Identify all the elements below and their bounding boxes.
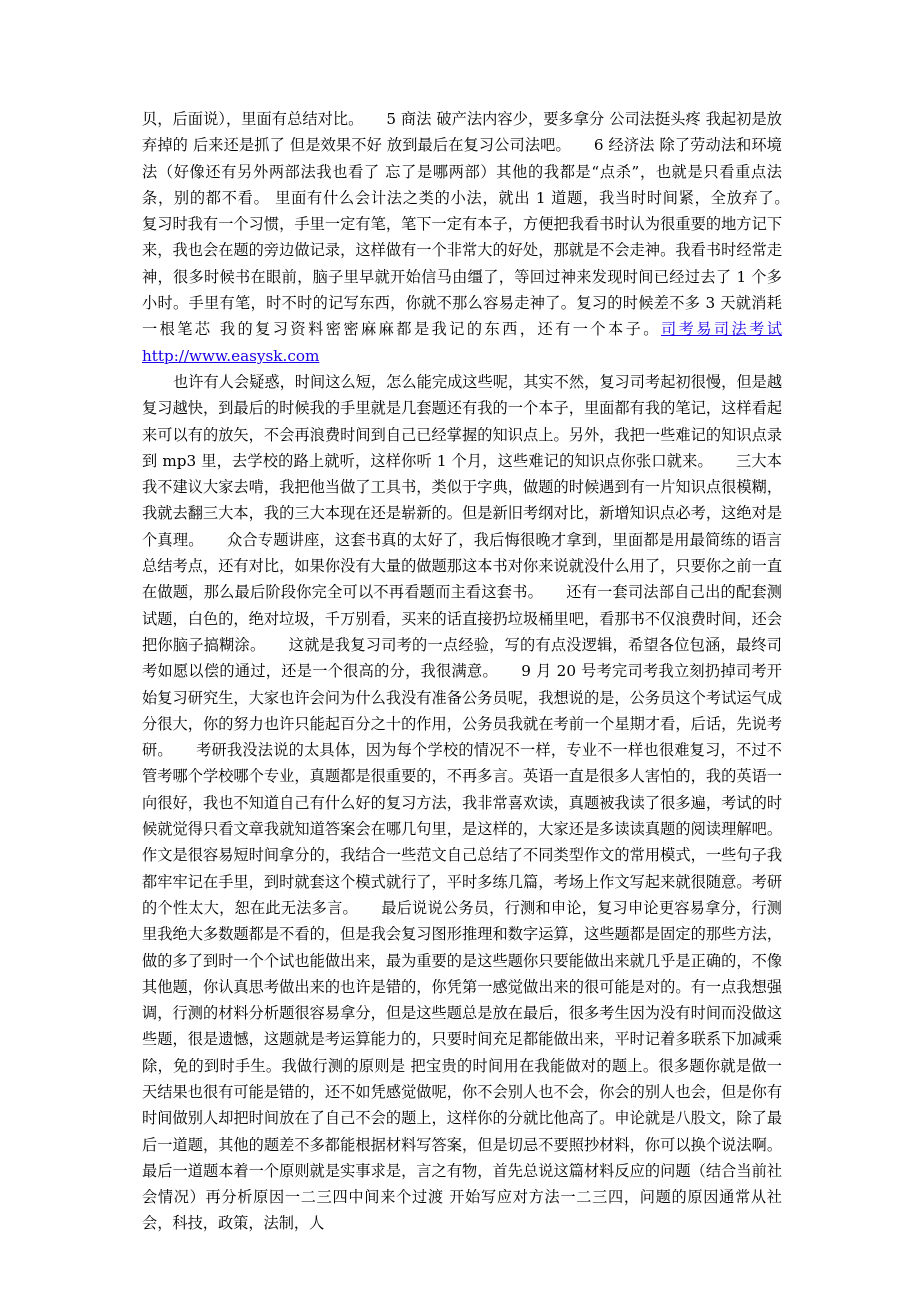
paragraph-2: 也许有人会疑惑，时间这么短，怎么能完成这些呢，其实不然，复习司考起初很慢，但是越复习越快，到最后的时候我的手里就是几套题还有我的一个本子，里面都有我的笔记，这样看起来可以有的放矢，不会再浪费时间到自己已经掌握的知识点上。另外，我把一些难记的知识点录到 mp3 里，去学校的路上就听，这样你听 1 个月，这些难记的知识点你张口就来。 三大本我不建议大家去啃，我把他当做了工具书，类似于字典，做题的时候遇到有一片知识点很模糊，我就去翻三大本，我的三大本现在还是崭新的。但是新旧考纲对比，新增知识点必考，这绝对是个真理。 众合专题讲座，这套书真的太好了，我后悔很晚才拿到，里面都是用最简练的语言总结考点，还有对比，如果你没有大量的做题那这本书对你来说就没什么用了，只要你之前一直在做题，那么最后阶段你完全可以不再看题而主看这套书。 还有一套司法部自己出的配套测试题，白色的，绝对垃圾，千万别看，买来的话直接扔垃圾桶里吧，看那书不仅浪费时间，还会把你脑子搞糊涂。 这就是我复习司考的一点经验，写的有点没逻辑，希望各位包涵，最终司考如愿以偿的通过，还是一个很高的分，我很满意。 9 月 20 号考完司考我立刻扔掉司考开始复习研究生，大家也许会问为什么我没有准备公务员呢，我想说的是，公务员这个考试运气成分很大，你的努力也许只能起百分之十的作用，公务员我就在考前一个星期才看，后话，先说考研。 考研我没法说的太具体，因为每个学校的情况不一样，专业不一样也很难复习，不过不管考哪个学校哪个专业，真题都是很重要的，不再多言。英语一直是很多人害怕的，我的英语一向很好，我也不知道自己有什么好的复习方法，我非常喜欢读，真题被我读了很多遍，考试的时候就觉得只看文章我就知道答案会在哪几句里，是这样的，大家还是多读读真题的阅读理解吧。作文是很容易短时间拿分的，我结合一些范文自己总结了不同类型作文的常用模式，一些句子我都牢牢记在手里，到时就套这个模式就行了，平时多练几篇，考场上作文写起来就很随意。考研的个性太大，恕在此无法多言。 最后说说公务员，行测和申论，复习申论更容易拿分，行测里我绝大多数题都是不看的，但是我会复习图形推理和数字运算，这些题都是固定的那些方法，做的多了到时一个个试也能做出来，最为重要的是这些题你只要能做出来就几乎是正确的，不像其他题，你认真思考做出来的也许是错的，你凭第一感觉做出来的很可能是对的。有一点我想强调，行测的材料分析题很容易拿分，但是这些题总是放在最后，很多考生因为没有时间而没做这些题，很是遗憾，这题就是考运算能力的，只要时间充足都能做出来，平时记着多联系下加减乘除，免的到时手生。我做行测的原则是 把宝贵的时间用在我能做对的题上。很多题你就是做一天结果也很有可能是错的，还不如凭感觉做呢，你不会别人也不会，你会的别人也会，但是你有时间做别人却把时间放在了自己不会的题上，这样你的分就比他高了。申论就是八股文，除了最后一道题，其他的题差不多都能根据材料写答案，但是切忌不要照抄材料，你可以换个说法啊。最后一道题本着一个原则就是实事求是，言之有物，首先总说这篇材料反应的问题（结合当前社会情况）再分析原因一二三四中间来个过渡 开始写应对方法一二三四，问题的原因通常从社会，科技，政策，法制，人 <box>142 372 782 1233</box>
easysk-link[interactable]: 司考易司法考试 http://www.easysk.com <box>142 320 783 365</box>
paragraph-1-text: 贝，后面说），里面有总结对比。 5 商法 破产法内容少，要多拿分 公司法挺头疼 我起初是放弃掉的 后来还是抓了 但是效果不好 放到最后在复习公司法吧。 6 经济法 除了劳动法和环境法（好像还有另外两部法我也看了 忘了是哪两部）其他的我都是“点杀”，也就是只看重点法条，别的都不看。 里面有什么会计法之类的小法，就出 1 道题，我当时时间紧，全放弃了。 复习时我有一个习惯，手里一定有笔，笔下一定有本子，方便把我看书时认为很重要的地方记下来，我也会在题的旁边做记录，这样做有一个非常大的好处，那就是不会走神。我看书时经常走神，很多时候书在眼前，脑子里早就开始信马由缰了，等回过神来发现时间已经过去了 1 个多小时。手里有笔，时不时的记写东西，你就不那么容易走神了。复习的时候差不多 3 天就消耗一根笔芯 我的复习资料密密麻麻都是我记的东西，还有一个本子。 <box>142 110 813 339</box>
document-body <box>142 106 813 1237</box>
paragraph-1 <box>142 106 813 369</box>
